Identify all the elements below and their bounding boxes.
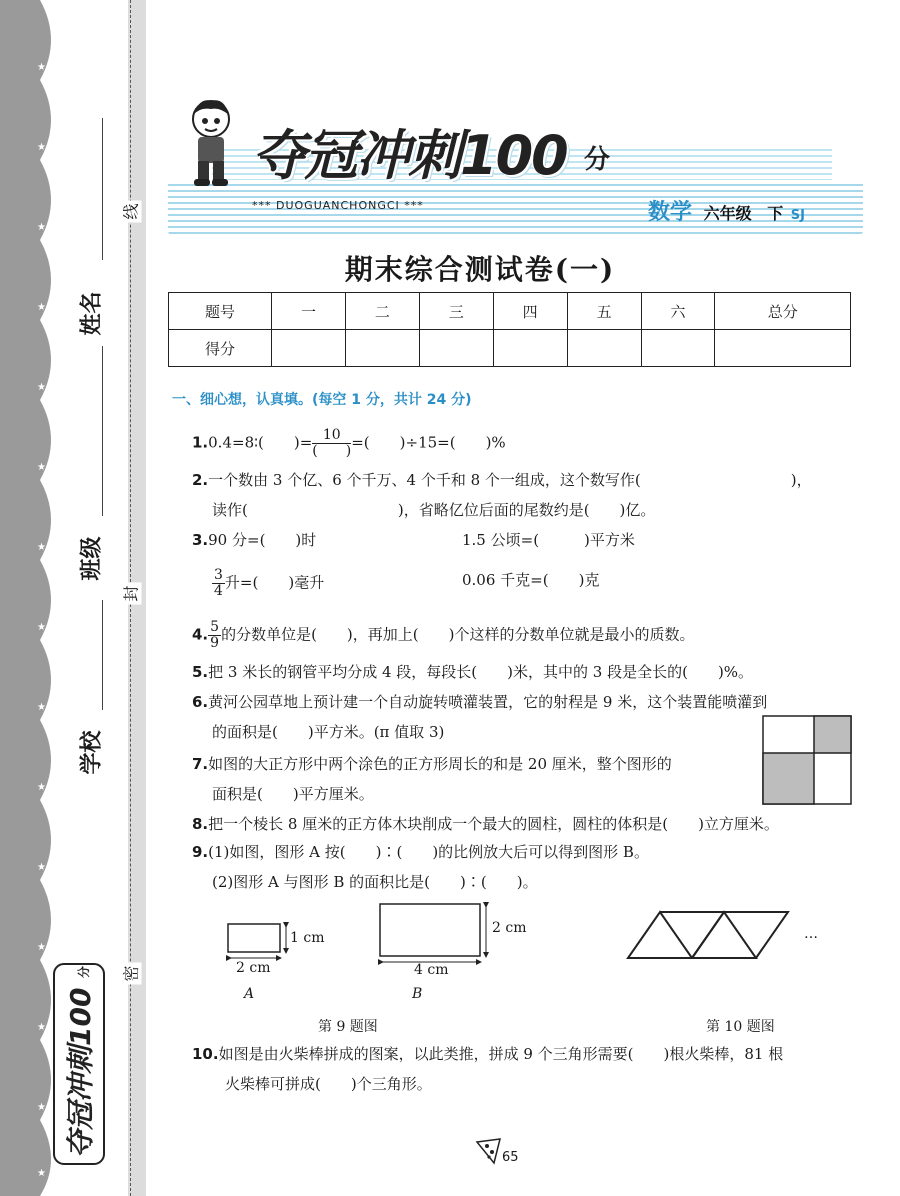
score-header-cell: 题号 bbox=[169, 293, 272, 330]
q3-part-c bbox=[212, 568, 324, 599]
matchstick-triangles bbox=[628, 912, 788, 958]
name-label: 姓名 bbox=[79, 291, 105, 336]
fraction bbox=[212, 568, 225, 599]
class-line bbox=[102, 346, 103, 516]
question-number: 3. bbox=[192, 531, 209, 549]
name-line bbox=[102, 118, 103, 260]
q10-line-1: 如图是由火柴棒拼成的图案，以此类推，拼成 9 个三角形需要( )根火柴棒，81 根 bbox=[218, 1045, 784, 1063]
leaf-decoration-icon bbox=[474, 1136, 504, 1166]
svg-text:★: ★ bbox=[37, 542, 46, 553]
question-9-line-2: (2)图形 A 与图形 B 的面积比是( )∶( )。 bbox=[212, 873, 538, 891]
score-table bbox=[168, 292, 851, 367]
rect-a bbox=[228, 924, 280, 952]
q6-line-1: 黄河公园草地上预计建一个自动旋转喷灌装置，它的射程是 9 米，这个装置能喷灌到 bbox=[208, 693, 768, 711]
fig10-caption: 第 10 题图 bbox=[706, 1019, 775, 1035]
page-number: 65 bbox=[502, 1150, 519, 1165]
brand-title: 夺冠冲刺100 bbox=[252, 124, 567, 187]
svg-text:★: ★ bbox=[37, 862, 46, 873]
svg-text:★: ★ bbox=[37, 142, 46, 153]
svg-text:★: ★ bbox=[37, 302, 46, 313]
score-cell[interactable] bbox=[641, 330, 715, 367]
fraction-numerator: 3 bbox=[214, 567, 223, 583]
question-number: 1. bbox=[192, 433, 209, 452]
q7-square-figure bbox=[762, 715, 852, 805]
score-cell[interactable] bbox=[567, 330, 641, 367]
q3-part-d: 0.06 千克=( )克 bbox=[462, 571, 600, 589]
question-4 bbox=[192, 620, 694, 651]
question-8 bbox=[192, 814, 779, 834]
term: 下 bbox=[767, 204, 784, 223]
question-number: 9. bbox=[192, 843, 209, 861]
seal-char: 封 bbox=[119, 583, 142, 605]
fig9-caption: 第 9 题图 bbox=[318, 1019, 378, 1035]
score-table-header-row bbox=[169, 293, 851, 330]
svg-text:★: ★ bbox=[37, 702, 46, 713]
fraction-denominator: 4 bbox=[214, 583, 223, 599]
q5-text: 把 3 米长的钢管平均分成 4 段，每段长( )米，其中的 3 段是全长的( )%。 bbox=[208, 663, 754, 681]
rect-a-width-label: 2 cm bbox=[236, 960, 271, 976]
svg-text:★: ★ bbox=[37, 62, 46, 73]
score-header-cell: 四 bbox=[493, 293, 567, 330]
q7-line-1: 如图的大正方形中两个涂色的正方形周长的和是 20 厘米，整个图形的 bbox=[208, 755, 672, 773]
subject-line bbox=[648, 195, 805, 226]
rect-b-width-label: 4 cm bbox=[414, 962, 449, 978]
question-2 bbox=[192, 470, 812, 490]
question-7 bbox=[192, 754, 672, 774]
rect-a-label: A bbox=[244, 986, 255, 1002]
svg-text:★: ★ bbox=[37, 222, 46, 233]
score-header-cell: 二 bbox=[345, 293, 419, 330]
score-header-cell: 一 bbox=[272, 293, 346, 330]
svg-text:★: ★ bbox=[37, 1102, 46, 1113]
question-2-line-2: 读作( )，省略亿位后面的尾数约是( )亿。 bbox=[212, 501, 656, 519]
fraction bbox=[208, 620, 221, 651]
fraction-denominator: ( ) bbox=[312, 443, 352, 459]
question-number: 8. bbox=[192, 815, 209, 833]
q9-line-1: (1)如图，图形 A 按( )∶( )的比例放大后可以得到图形 B。 bbox=[208, 843, 649, 861]
brand-fen: 分 bbox=[584, 145, 611, 175]
side-brand-text: 夺冠冲刺100 bbox=[64, 987, 97, 1158]
score-row-label: 得分 bbox=[169, 330, 272, 367]
score-table-row bbox=[169, 330, 851, 367]
svg-text:★: ★ bbox=[37, 1168, 46, 1179]
question-number: 10. bbox=[192, 1045, 219, 1063]
score-cell[interactable] bbox=[419, 330, 493, 367]
edition: SJ bbox=[790, 208, 805, 223]
side-brand-logo bbox=[52, 962, 112, 1172]
rect-b-label: B bbox=[412, 986, 423, 1002]
svg-text:★: ★ bbox=[37, 382, 46, 393]
score-cell[interactable] bbox=[272, 330, 346, 367]
score-header-cell: 三 bbox=[419, 293, 493, 330]
score-header-cell: 五 bbox=[567, 293, 641, 330]
question-6 bbox=[192, 692, 767, 712]
fraction bbox=[312, 428, 351, 459]
question-number: 4. bbox=[192, 625, 209, 644]
school-line bbox=[102, 600, 103, 710]
svg-text:★: ★ bbox=[37, 942, 46, 953]
line-char: 线 bbox=[119, 201, 142, 223]
school-label: 学校 bbox=[79, 730, 105, 775]
brand-pinyin: *** DUOGUANCHONGCI *** bbox=[252, 199, 424, 212]
fraction-numerator: 5 bbox=[210, 619, 220, 635]
score-header-cell: 总分 bbox=[715, 293, 851, 330]
fraction-denominator: 9 bbox=[210, 635, 220, 651]
q2-line-1: 一个数由 3 个亿、6 个千万、4 个千和 8 个一组成，这个数写作( )， bbox=[208, 471, 812, 489]
q8-text: 把一个棱长 8 厘米的正方体木块削成一个最大的圆柱，圆柱的体积是( )立方厘米。 bbox=[208, 815, 779, 833]
figures-row bbox=[220, 898, 860, 1008]
secret-char: 密 bbox=[119, 963, 142, 985]
q3-part-a: 90 分=( )时 bbox=[208, 531, 317, 549]
svg-text:分: 分 bbox=[77, 965, 91, 978]
page-header bbox=[160, 95, 870, 235]
question-5 bbox=[192, 662, 753, 682]
question-6-line-2: 的面积是( )平方米。(π 值取 3) bbox=[212, 723, 445, 741]
score-cell[interactable] bbox=[345, 330, 419, 367]
svg-text:★: ★ bbox=[37, 462, 46, 473]
score-cell[interactable] bbox=[493, 330, 567, 367]
exam-title: 期末综合测试卷(一) bbox=[344, 253, 616, 286]
boy-mascot-icon bbox=[180, 95, 242, 189]
question-9 bbox=[192, 842, 649, 862]
pattern-ellipsis: … bbox=[804, 926, 818, 942]
question-number: 5. bbox=[192, 663, 209, 681]
question-10-line-2: 火柴棒可拼成( )个三角形。 bbox=[225, 1075, 432, 1093]
q3-part-b: 1.5 公顷=( )平方米 bbox=[462, 531, 635, 549]
rect-a-height-label: 1 cm bbox=[290, 930, 325, 946]
q3-part-c-text: 升=( )毫升 bbox=[224, 573, 325, 592]
rect-b bbox=[380, 904, 480, 956]
section-title: 一、细心想，认真填。(每空 1 分，共计 24 分) bbox=[172, 392, 472, 408]
svg-text:★: ★ bbox=[37, 782, 46, 793]
score-header-cell: 六 bbox=[641, 293, 715, 330]
rect-b-height-label: 2 cm bbox=[492, 920, 527, 936]
question-10 bbox=[192, 1044, 783, 1064]
score-cell[interactable] bbox=[715, 330, 851, 367]
question-number: 7. bbox=[192, 755, 209, 773]
svg-text:★: ★ bbox=[37, 622, 46, 633]
question-number: 2. bbox=[192, 471, 209, 489]
question-1 bbox=[192, 428, 506, 459]
q1-part-b: =( )÷15=( )% bbox=[351, 433, 506, 452]
fraction-numerator: 10 bbox=[312, 428, 351, 444]
subject-name: 数学 bbox=[648, 200, 693, 225]
svg-text:★: ★ bbox=[37, 1022, 46, 1033]
question-number: 6. bbox=[192, 693, 209, 711]
q4-text: 的分数单位是( )，再加上( )个这样的分数单位就是最小的质数。 bbox=[221, 625, 695, 644]
binding-margin bbox=[0, 0, 148, 1196]
class-label: 班级 bbox=[79, 536, 105, 581]
q1-part-a: 0.4=8∶( )= bbox=[208, 433, 313, 452]
question-7-line-2: 面积是( )平方厘米。 bbox=[212, 785, 374, 803]
question-3 bbox=[192, 530, 316, 550]
grade: 六年级 bbox=[703, 204, 752, 223]
